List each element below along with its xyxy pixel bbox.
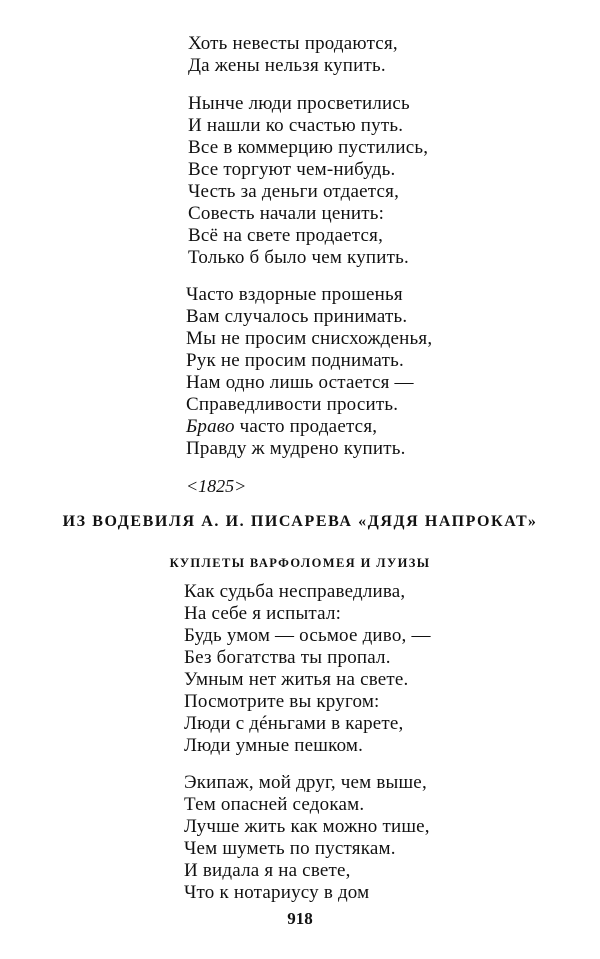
verse-line: Справедливости просить. — [186, 394, 399, 415]
verse-line: Умным нет житья на свете. — [184, 669, 409, 690]
verse-line: Тем опасней седокам. — [184, 794, 365, 815]
verse-line: Лучше жить как можно тише, — [184, 816, 430, 837]
verse-line: Будь умом — осьмое диво, — — [184, 625, 431, 646]
verse-line: Рук не просим поднимать. — [186, 350, 404, 371]
section-subheading: КУПЛЕТЫ ВАРФОЛОМЕЯ И ЛУИЗЫ — [169, 556, 431, 570]
verse-line: Экипаж, мой друг, чем выше, — [184, 772, 427, 793]
verse-line: Часто вздорные прошенья — [186, 284, 403, 305]
verse-line: И видала я на свете, — [184, 860, 351, 881]
verse-line: Что к нотариусу в дом — [184, 882, 370, 903]
verse-line: Люди умные пешком. — [184, 735, 364, 756]
verse-line: На себе я испытал: — [184, 603, 342, 624]
verse-line: Люди с дéньгами в карете, — [184, 713, 404, 734]
verse-line: Без богатства ты пропал. — [184, 647, 391, 668]
verse-line: И нашли ко счастью путь. — [188, 115, 404, 136]
verse-line: Только б было чем купить. — [188, 247, 409, 268]
verse-line: Да жены нельзя купить. — [188, 55, 386, 76]
verse-line: Нам одно лишь остается — — [186, 372, 414, 393]
verse-line: Чем шуметь по пустякам. — [184, 838, 396, 859]
verse-line: Правду ж мудрено купить. — [186, 438, 406, 459]
page-number: 918 — [287, 909, 313, 928]
verse-line: Все в коммерцию пустились, — [188, 137, 429, 158]
verse-line: Совесть начали ценить: — [188, 203, 385, 224]
verse-line: Вам случалось принимать. — [186, 306, 408, 327]
verse-line: Посмотрите вы кругом: — [184, 691, 380, 712]
section-heading: ИЗ ВОДЕВИЛЯ А. И. ПИСАРЕВА «ДЯДЯ НАПРОКАТ» — [62, 513, 538, 530]
poem-date: <1825> — [186, 476, 247, 496]
verse-line: Все торгуют чем-нибудь. — [188, 159, 396, 180]
verse-line — [186, 416, 377, 438]
verse-line: Всё на свете продается, — [188, 225, 384, 246]
verse-line: Хоть невесты продаются, — [188, 33, 398, 54]
italic-word: Браво — [186, 416, 235, 437]
verse-line-rest: часто продается, — [234, 416, 378, 437]
verse-line: Как судьба несправедлива, — [184, 581, 406, 602]
verse-line: Нынче люди просветились — [188, 93, 410, 114]
verse-line: Мы не просим снисхожденья, — [186, 328, 433, 349]
verse-line: Честь за деньги отдается, — [188, 181, 400, 202]
